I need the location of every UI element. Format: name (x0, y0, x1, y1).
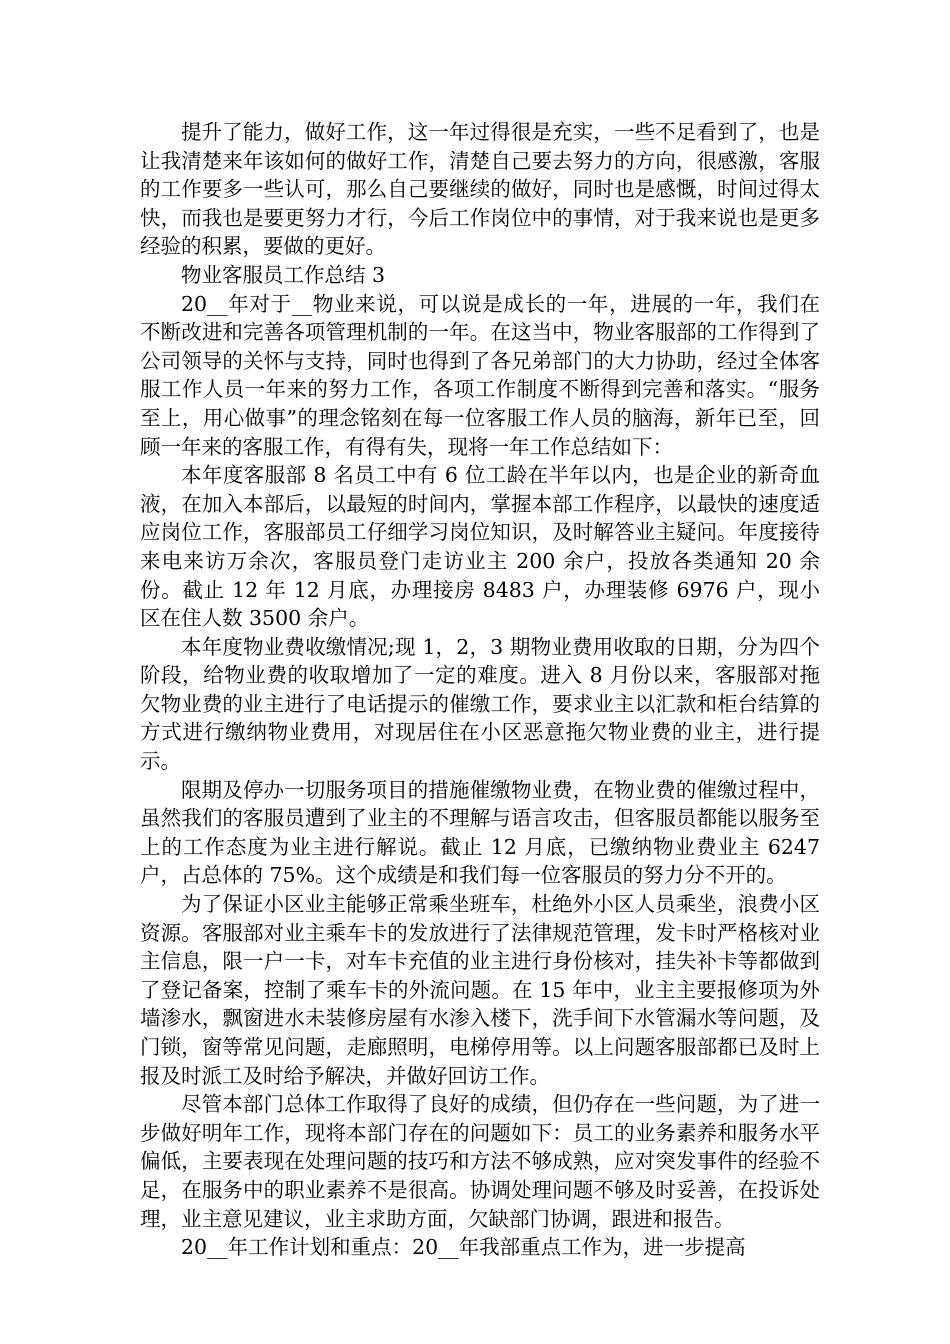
paragraph-work-plan: 20__年工作计划和重点：20__年我部重点工作为，进一步提高 (181, 1235, 746, 1260)
paragraph-shuttle-and-repairs: 为了保证小区业主能够正常乘坐班车，杜绝外小区人员乘坐，浪费小区资源。客服部对业主乘车卡的发放进行了法律规范管理，发卡时严格核对业主信息，限一户一卡，对车卡充值的业主进行身份核对，挂失补卡等都做到了登记备案，控制了乘车卡的外流问题。在 15 年中，业主主要报修项为外墙渗水，飘窗进水未装修房屋有水渗入楼下，洗手间下水管漏水等问题，及门锁，窗等常见问题，走廊照明，电梯停用等。以上问题客服部都已及时上报及时派工及时给予解决，并做好回访工作。 (140, 892, 820, 1088)
paragraph-year-overview: 20__年对于__物业来说，可以说是成长的一年，进展的一年，我们在不断改进和完善各项管理机制的一年。在这当中，物业客服部的工作得到了公司领导的关怀与支持，同时也得到了各兄弟部门的大力协助，经过全体客服工作人员一年来的努力工作，各项工作制度不断得到完善和落实。“服务至上，用心做事”的理念铭刻在每一位客服工作人员的脑海，新年已至，回顾一年来的客服工作，有得有失，现将一年工作总结如下： (140, 291, 820, 459)
paragraph-staff-summary: 本年度客服部 8 名员工中有 6 位工龄在半年以内，也是企业的新奇血液，在加入本部后，以最短的时间内，掌握本部工作程序，以最快的速度适应岗位工作，客服部员工仔细学习岗位知识，及时解答业主疑问。年度接待来电来访万余次，客服员登门走访业主 200 余户，投放各类通知 20 余份。截止 12 年 12 月底，办理接房 8483 户，办理装修 6976 户，现小区在住人数 3500 余户。 (140, 463, 820, 631)
document-page (140, 118, 820, 1262)
paragraph-intro-conclusion: 提升了能力，做好工作，这一年过得很是充实，一些不足看到了，也是让我清楚来年该如何的做好工作，清楚自己要去努力的方向，很感激，客服的工作要多一些认可，那么自己要继续的做好，同时也是感慨，时间过得太快，而我也是要更努力才行，今后工作岗位中的事情，对于我来说也是更多经验的积累，要做的更好。 (140, 120, 820, 259)
section-heading: 物业客服员工作总结 3 (181, 262, 386, 287)
paragraph-fee-results: 限期及停办一切服务项目的措施催缴物业费，在物业费的催缴过程中，虽然我们的客服员遭到了业主的不理解与语言攻击，但客服员都能以服务至上的工作态度为业主进行解说。截止 12 月底，已缴纳物业费业主 6247 户，占总体的 75%。这个成绩是和我们每一位客服员的努力分不开的。 (140, 777, 820, 888)
paragraph-problems: 尽管本部门总体工作取得了良好的成绩，但仍存在一些问题，为了进一步做好明年工作，现将本部门存在的问题如下：员工的业务素养和服务水平偏低，主要表现在处理问题的技巧和方法不够成熟，应对突发事件的经验不足，在服务中的职业素养不是很高。协调处理问题不够及时妥善，在投诉处理，业主意见建议，业主求助方面，欠缺部门协调，跟进和报告。 (140, 1092, 820, 1231)
paragraph-fee-collection: 本年度物业费收缴情况;现 1，2，3 期物业费用收取的日期，分为四个阶段，给物业费的收取增加了一定的难度。进入 8 月份以来，客服部对拖欠物业费的业主进行了电话提示的催缴工作，要求业主以汇款和柜台结算的方式进行缴纳物业费用，对现居住在小区恶意拖欠物业费的业主，进行提示。 (140, 634, 820, 774)
